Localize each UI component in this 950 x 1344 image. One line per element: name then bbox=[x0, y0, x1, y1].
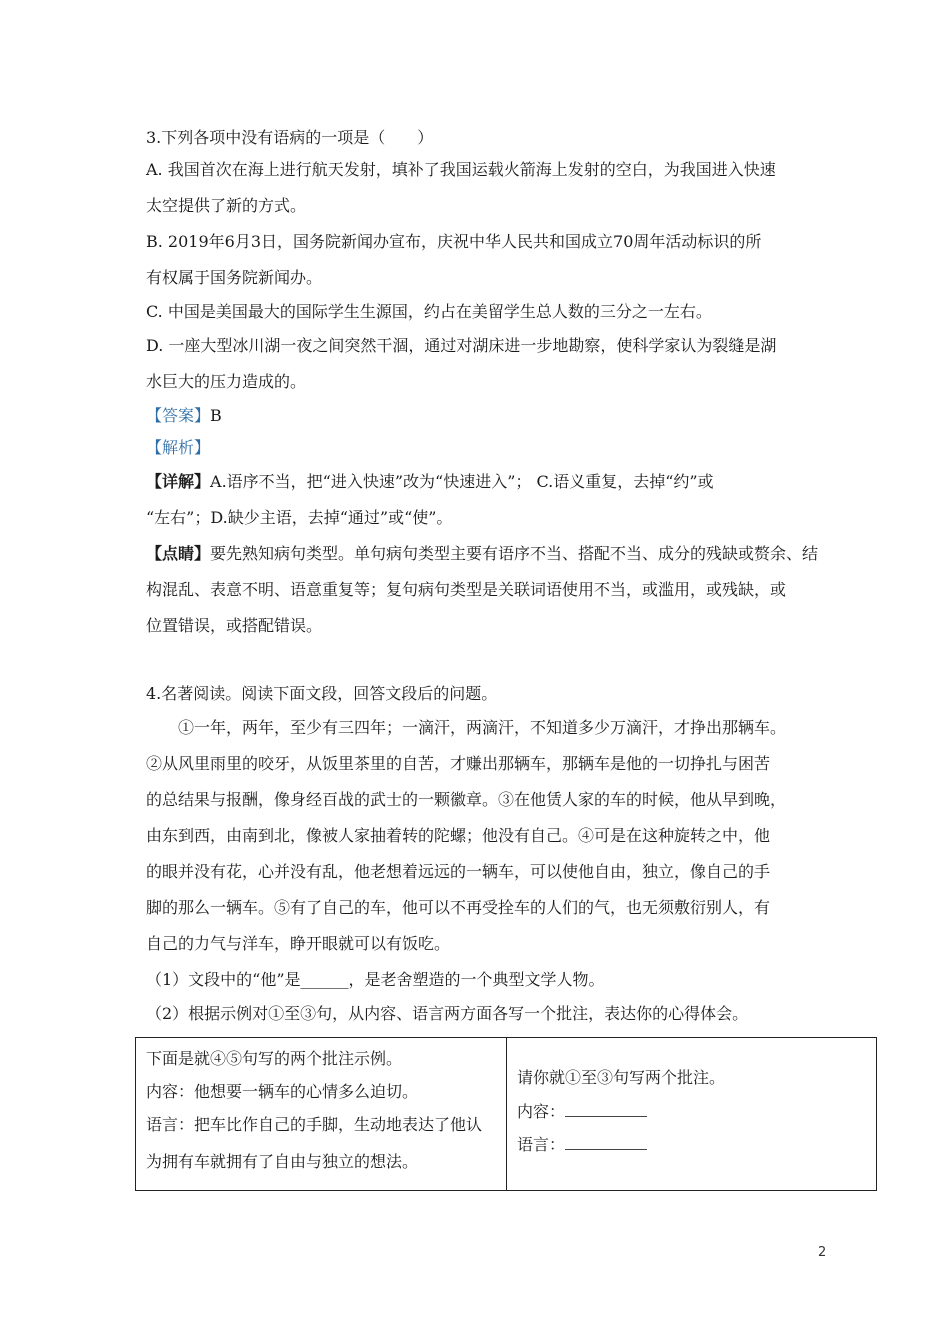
q3-analysis bbox=[146, 438, 210, 458]
answer-cell bbox=[507, 1038, 877, 1191]
q4-passage-line: 的眼并没有花，心并没有乱，他老想着远远的一辆车，可以使他自由，独立，像自己的手 bbox=[146, 862, 771, 881]
analysis-tag: 【解析】 bbox=[146, 438, 211, 457]
q3-option-a-line2: 太空提供了新的方式。 bbox=[146, 196, 307, 215]
q3-option-a-line1: A. 我国首次在海上进行航天发射，填补了我国运载火箭海上发射的空白，为我国进入快速 bbox=[146, 160, 776, 179]
q3-tip-line3: 位置错误，或搭配错误。 bbox=[146, 616, 323, 635]
q3-stem: 3.下列各项中没有语病的一项是（ ） bbox=[146, 128, 434, 147]
q4-stem: 4.名著阅读。阅读下面文段，回答文段后的问题。 bbox=[146, 684, 498, 703]
q4-passage-line: 脚的那么一辆车。⑤有了自己的车，他可以不再受拴车的人们的气，也无须敷衍别人，有 bbox=[146, 898, 771, 917]
language-answer-row bbox=[517, 1135, 647, 1155]
q4-sub-question-1: （1）文段中的“他”是______，是老舍塑造的一个典型文学人物。 bbox=[146, 970, 605, 989]
q3-option-b-line2: 有权属于国务院新闻办。 bbox=[146, 268, 323, 287]
q4-passage-line: 自己的力气与洋车，睁开眼就可以有饭吃。 bbox=[146, 934, 451, 953]
q4-passage-line: ①一年，两年，至少有三四年；一滴汗，两滴汗，不知道多少万滴汗，才挣出那辆车。 bbox=[178, 718, 787, 737]
q3-detail-line1 bbox=[146, 472, 714, 492]
q4-passage-line: ②从风里雨里的咬牙，从饭里茶里的自苦，才赚出那辆车，那辆车是他的一切挣扎与困苦 bbox=[146, 754, 771, 773]
tip-tag: 【点睛】 bbox=[146, 544, 211, 563]
page-number: 2 bbox=[818, 1245, 827, 1260]
q3-detail-line2: “左右”；D.缺少主语，去掉“通过”或“使”。 bbox=[146, 508, 453, 527]
tip-text-1: 要先熟知病句类型。单句病句类型主要有语序不当、搭配不当、成分的残缺或赘余、结 bbox=[210, 544, 819, 563]
detail-text-1: A.语序不当，把“进入快速”改为“快速进入”； C.语义重复，去掉“约”或 bbox=[210, 472, 714, 491]
q4-passage-line: 的总结果与报酬，像身经百战的武士的一颗徽章。③在他赁人家的车的时候，他从早到晚， bbox=[146, 790, 787, 809]
language-label: 语言： bbox=[517, 1135, 566, 1154]
answer-tag: 【答案】 bbox=[146, 406, 211, 425]
answer-value: B bbox=[210, 406, 222, 425]
answer-title: 请你就①至③句写两个批注。 bbox=[517, 1068, 726, 1087]
q3-option-d-line1: D. 一座大型冰川湖一夜之间突然干涸，通过对湖床进一步地勘察，使科学家认为裂缝是湖 bbox=[146, 336, 777, 355]
q4-sub-question-2: （2）根据示例对①至③句，从内容、语言两方面各写一个批注，表达你的心得体会。 bbox=[146, 1004, 749, 1023]
content-label: 内容： bbox=[517, 1102, 566, 1121]
example-content: 内容：他想要一辆车的心情多么迫切。 bbox=[146, 1082, 419, 1101]
q3-answer bbox=[146, 406, 222, 426]
language-answer-blank[interactable] bbox=[565, 1135, 647, 1150]
q3-tip-line1 bbox=[146, 544, 818, 564]
q4-passage-line: 由东到西，由南到北，像被人家抽着转的陀螺；他没有自己。④可是在这种旋转之中，他 bbox=[146, 826, 771, 845]
example-title: 下面是就④⑤句写的两个批注示例。 bbox=[146, 1049, 403, 1068]
q3-option-b-line1: B. 2019年6月3日，国务院新闻办宣布，庆祝中华人民共和国成立70周年活动标识的所 bbox=[146, 232, 762, 251]
example-language-line1: 语言：把车比作自己的手脚，生动地表达了他认 bbox=[146, 1115, 483, 1134]
q3-option-c-line1: C. 中国是美国最大的国际学生生源国，约占在美留学生总人数的三分之一左右。 bbox=[146, 302, 712, 321]
content-answer-blank[interactable] bbox=[565, 1102, 647, 1117]
annotation-table bbox=[135, 1037, 877, 1191]
content-answer-row bbox=[517, 1102, 647, 1122]
detail-tag: 【详解】 bbox=[146, 472, 211, 491]
example-cell bbox=[136, 1038, 507, 1191]
example-language-line2: 为拥有车就拥有了自由与独立的想法。 bbox=[146, 1152, 419, 1171]
q3-option-d-line2: 水巨大的压力造成的。 bbox=[146, 372, 307, 391]
q3-tip-line2: 构混乱、表意不明、语意重复等；复句病句类型是关联词语使用不当，或滥用，或残缺，或 bbox=[146, 580, 787, 599]
